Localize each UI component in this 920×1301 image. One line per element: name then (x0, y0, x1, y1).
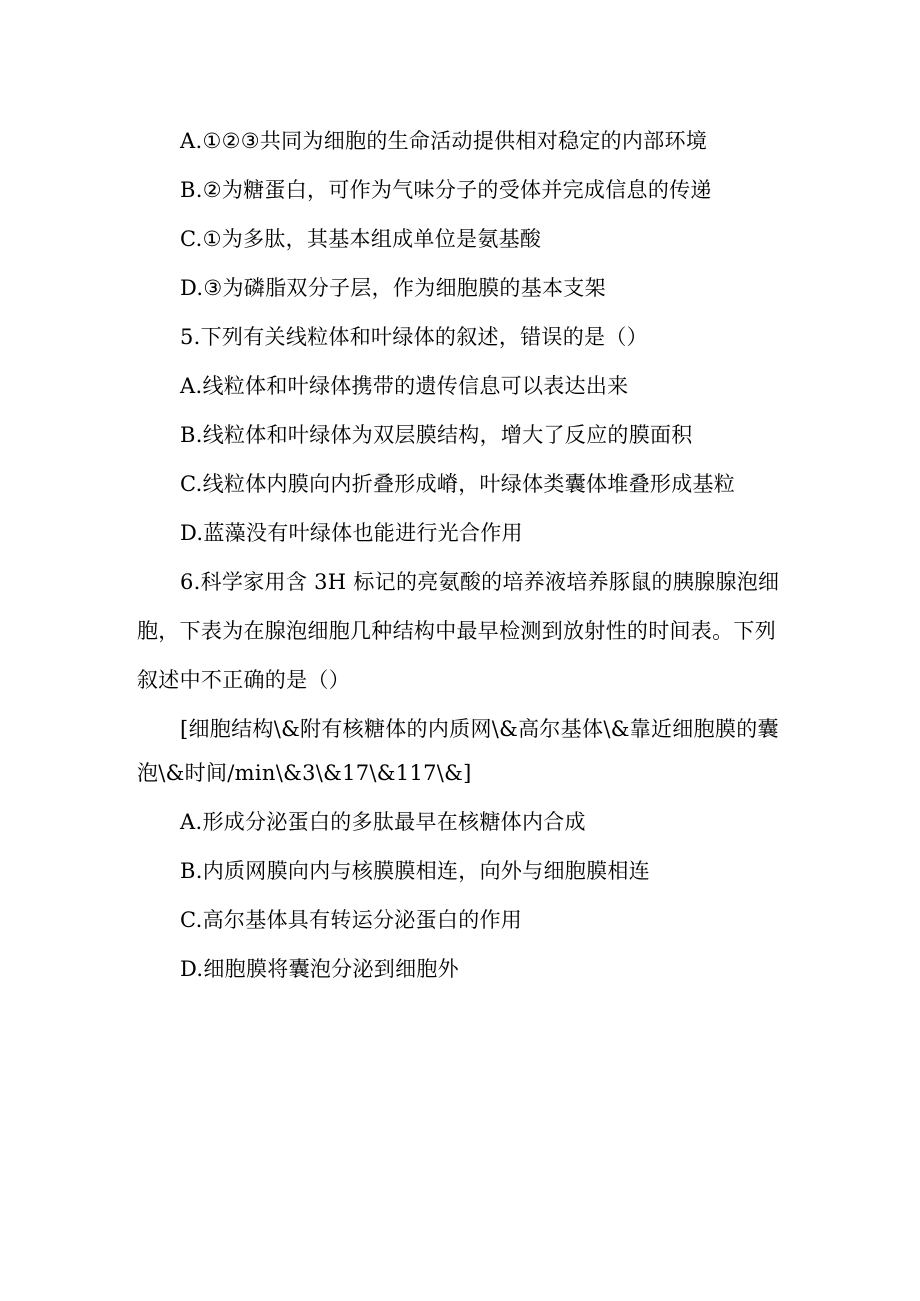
q6-stem-line-3: 叙述中不正确的是（） (137, 668, 350, 692)
q6-option-b: B.内质网膜向内与核膜膜相连，向外与细胞膜相连 (180, 859, 651, 883)
q6-option-a: A.形成分泌蛋白的多肽最早在核糖体内合成 (180, 810, 586, 834)
q6-table-line-2: 泡\&时间/min\&3\&17\&117\&] (137, 761, 472, 785)
q6-option-c: C.高尔基体具有转运分泌蛋白的作用 (180, 908, 523, 932)
q6-stem-line-1: 6.科学家用含 3H 标记的亮氨酸的培养液培养豚鼠的胰腺腺泡细 (180, 570, 780, 594)
q6-option-d: D.细胞膜将囊泡分泌到细胞外 (180, 957, 459, 981)
q6-stem-line-2: 胞，下表为在腺泡细胞几种结构中最早检测到放射性的时间表。下列 (137, 619, 776, 643)
q5-option-b: B.线粒体和叶绿体为双层膜结构，增大了反应的膜面积 (180, 423, 693, 447)
q4-option-d: D.③为磷脂双分子层，作为细胞膜的基本支架 (180, 276, 606, 300)
q4-option-a: A.①②③共同为细胞的生命活动提供相对稳定的内部环境 (180, 129, 708, 153)
q5-option-c: C.线粒体内膜向内折叠形成嵴，叶绿体类囊体堆叠形成基粒 (180, 472, 736, 496)
q4-option-c: C.①为多肽，其基本组成单位是氨基酸 (180, 227, 542, 251)
q5-stem: 5.下列有关线粒体和叶绿体的叙述，错误的是（） (180, 325, 648, 349)
q5-option-a: A.线粒体和叶绿体携带的遗传信息可以表达出来 (180, 374, 629, 398)
q5-option-d: D.蓝藻没有叶绿体也能进行光合作用 (180, 521, 523, 545)
q4-option-b: B.②为糖蛋白，可作为气味分子的受体并完成信息的传递 (180, 178, 712, 202)
q6-table-line-1: [细胞结构\&附有核糖体的内质网\&高尔基体\&靠近细胞膜的囊 (180, 717, 779, 741)
